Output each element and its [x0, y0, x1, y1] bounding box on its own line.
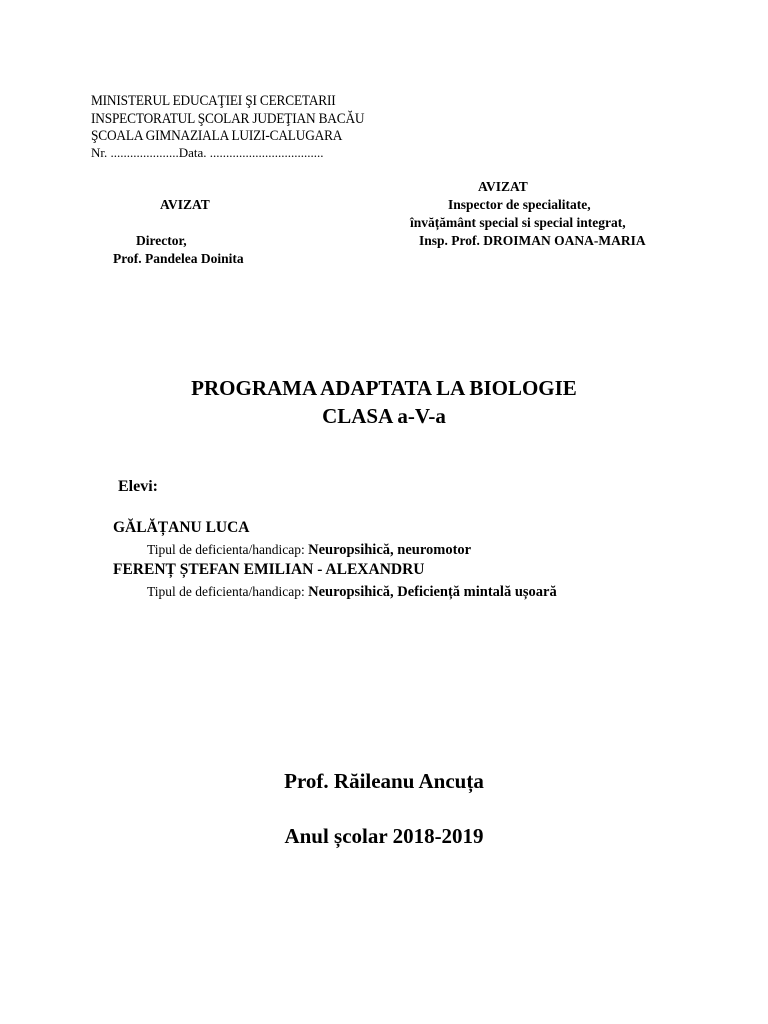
registration-number-line: Nr. .....................Data. ................................... — [91, 145, 324, 160]
class-title: CLASA a-V-a — [322, 404, 446, 428]
director-name: Prof. Pandelea Doinita — [113, 251, 244, 266]
ministry-line: MINISTERUL EDUCAŢIEI ŞI CERCETARII — [91, 93, 336, 109]
inspector-name: Insp. Prof. DROIMAN OANA-MARIA — [419, 233, 646, 248]
teacher-name: Prof. Răileanu Ancuța — [284, 769, 484, 793]
inspector-role: Inspector de specialitate, — [448, 197, 591, 212]
student-deficiency — [147, 541, 471, 559]
student-name: FERENȚ ȘTEFAN EMILIAN - ALEXANDRU — [113, 561, 425, 578]
school-line: ŞCOALA GIMNAZIALA LUIZI-CALUGARA — [91, 128, 343, 144]
deficiency-value: Neuropsihică, Deficiență mintală ușoară — [308, 584, 557, 600]
director-role: Director, — [136, 233, 187, 248]
deficiency-label: Tipul de deficienta/handicap: — [147, 542, 309, 557]
left-avizat: AVIZAT — [160, 197, 210, 212]
student-name: GĂLĂȚANU LUCA — [113, 519, 250, 536]
deficiency-value: Neuropsihică, neuromotor — [308, 542, 472, 558]
deficiency-label: Tipul de deficienta/handicap: — [147, 584, 309, 599]
student-deficiency — [147, 583, 557, 601]
document-title: PROGRAMA ADAPTATA LA BIOLOGIE — [191, 376, 577, 400]
students-heading: Elevi: — [118, 478, 158, 495]
inspector-domain: învățământ special si special integrat, — [410, 215, 626, 230]
right-avizat: AVIZAT — [478, 179, 528, 194]
school-year: Anul școlar 2018-2019 — [284, 824, 484, 848]
inspectorate-line: INSPECTORATUL ŞCOLAR JUDEŢIAN BACĂU — [91, 111, 365, 127]
